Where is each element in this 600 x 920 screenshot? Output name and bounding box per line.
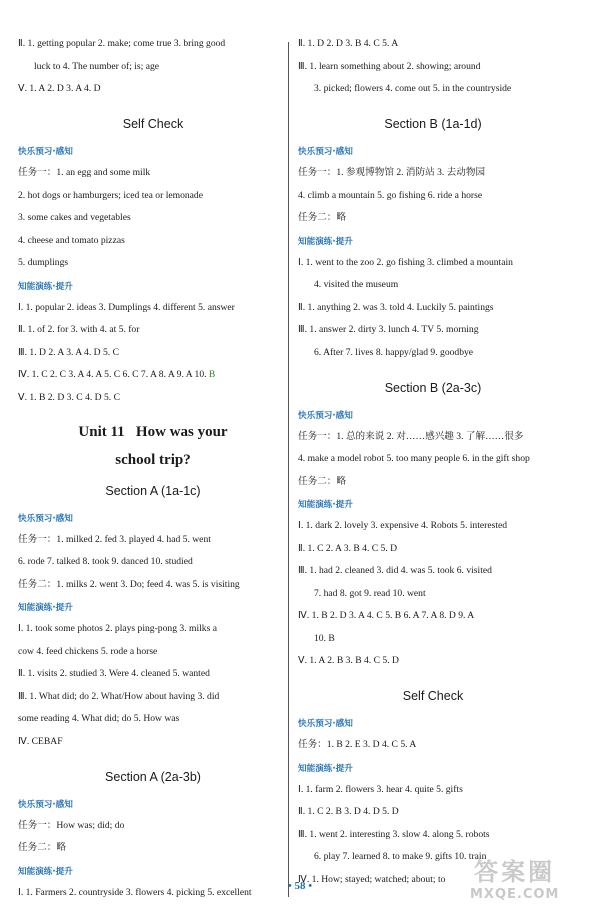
answer-line: 任务一：1. 总的来说 2. 对……感兴趣 3. 了解……很多 — [298, 430, 524, 442]
answer-line: Ⅳ. CEBAF — [18, 735, 63, 747]
unit-title — [18, 418, 288, 474]
answer-line: 4. cheese and tomato pizzas — [18, 234, 125, 246]
answer-line: Ⅰ. 1. dark 2. lovely 3. expensive 4. Robots 5. interested — [298, 520, 508, 531]
answer-line: Ⅱ. 1. visits 2. studied 3. Were 4. cleaned 5. wanted — [18, 668, 210, 679]
tag-preview: 快乐预习·感知 — [18, 147, 73, 157]
answer-line: Ⅱ. 1. D 2. D 3. B 4. C 5. A — [298, 38, 399, 49]
answer-line: Ⅱ. 1. anything 2. was 3. told 4. Luckily 5. paintings — [298, 301, 494, 313]
answer-text: Ⅳ. 1. C 2. C 3. A 4. A 5. C 6. C 7. A 8. A 9. A 10. — [18, 369, 209, 380]
left-column — [18, 38, 288, 909]
section-heading-self-check: Self Check — [122, 117, 184, 131]
answer-line: Ⅰ. 1. farm 2. flowers 3. hear 4. quite 5. gifts — [298, 783, 463, 795]
answer-line: 任务一：How was; did; do — [18, 819, 125, 831]
answer-line: 任务二：略 — [298, 475, 346, 487]
section-heading-a2: Section A (2a-3b) — [105, 769, 201, 784]
answer-line: Ⅲ. 1. D 2. A 3. A 4. D 5. C — [18, 346, 119, 358]
answer-line: Ⅰ. 1. popular 2. ideas 3. Dumplings 4. different 5. answer — [18, 301, 235, 313]
answer-line: 6. play 7. learned 8. to make 9. gifts 10. train — [314, 851, 487, 862]
answer-line: Ⅴ. 1. A 2. D 3. A 4. D — [18, 83, 101, 94]
answer-line: Ⅴ. 1. B 2. D 3. C 4. D 5. C — [18, 391, 120, 403]
answer-line: 任务二：略 — [18, 842, 66, 853]
answer-line: 4. make a model robot 5. too many people 6. in the gift shop — [298, 453, 530, 464]
watermark-logo — [470, 852, 559, 902]
answer-line: Ⅲ. 1. went 2. interesting 3. slow 4. along 5. robots — [298, 828, 490, 840]
answer-line: 任务一：1. an egg and some milk — [18, 167, 151, 178]
answer-line: Ⅴ. 1. A 2. B 3. B 4. C 5. D — [298, 655, 399, 666]
answer-line: 4. climb a mountain 5. go fishing 6. ride a horse — [298, 189, 483, 201]
answer-line: Ⅳ. 1. B 2. D 3. A 4. C 5. B 6. A 7. A 8. D 9. A — [298, 610, 475, 621]
section-heading-b1: Section B (1a-1d) — [384, 117, 482, 131]
answer-line: some reading 4. What did; do 5. How was — [18, 713, 180, 724]
tag-practice: 知能演练·提升 — [18, 281, 73, 292]
answer-line: Ⅲ. 1. answer 2. dirty 3. lunch 4. TV 5. morning — [298, 324, 479, 335]
section-heading-b2: Section B (2a-3c) — [384, 380, 482, 395]
answer-line: Ⅰ. 1. took some photos 2. plays ping-pong 3. milks a — [18, 623, 217, 634]
answer-line: cow 4. feed chickens 5. rode a horse — [18, 645, 158, 657]
tag-preview: 快乐预习·感知 — [298, 719, 353, 729]
answer-line: Ⅳ. 1. How; stayed; watched; about; to — [298, 873, 446, 885]
answer-line: 5. dumplings — [18, 257, 69, 268]
green-answer: B — [208, 369, 216, 380]
tag-preview: 快乐预习·感知 — [18, 799, 73, 810]
section-heading-self-check-right: Self Check — [402, 689, 464, 703]
right-column — [298, 38, 568, 896]
watermark-cn: 答案圈 — [474, 858, 556, 886]
answer-line: 6. After 7. lives 8. happy/glad 9. goodbye — [314, 346, 474, 358]
answer-line: Ⅰ. 1. went to the zoo 2. go fishing 3. climbed a mountain — [298, 256, 513, 268]
answer-line: 10. B — [314, 632, 335, 644]
section-heading-a1: Section A (1a-1c) — [105, 483, 201, 498]
tag-preview: 快乐预习·感知 — [298, 410, 353, 421]
answer-line: 3. some cakes and vegetables — [18, 212, 131, 223]
answer-line: 7. had 8. got 9. read 10. went — [314, 587, 426, 599]
answer-line: Ⅰ. 1. Farmers 2. countryside 3. flowers 4. picking 5. excellent — [18, 886, 252, 898]
tag-practice: 知能演练·提升 — [298, 500, 353, 510]
answer-line: 4. visited the museum — [314, 279, 399, 290]
answer-line: Ⅱ. 1. getting popular 2. make; come true 3. bring good — [18, 38, 226, 49]
answer-line: 任务二：1. milks 2. went 3. Do; feed 4. was 5. is visiting — [18, 578, 240, 590]
answer-line — [18, 369, 288, 381]
answer-line: 任务二：略 — [298, 212, 346, 223]
tag-preview: 快乐预习·感知 — [18, 513, 73, 524]
page-number: • 58 • — [287, 880, 313, 892]
tag-practice: 知能演练·提升 — [18, 866, 73, 877]
answer-line: Ⅱ. 1. of 2. for 3. with 4. at 5. for — [18, 324, 140, 335]
tag-practice: 知能演练·提升 — [298, 236, 353, 247]
answer-line: 任务一：1. milked 2. fed 3. played 4. had 5. went — [18, 533, 211, 545]
answer-line: 6. rode 7. talked 8. took 9. danced 10. studied — [18, 556, 193, 567]
answer-line: Ⅱ. 1. C 2. B 3. D 4. D 5. D — [298, 806, 399, 817]
unit-title-line1: Unit 11 How was your — [78, 423, 228, 440]
answer-line: 2. hot dogs or hamburgers; iced tea or lemonade — [18, 189, 203, 201]
column-divider — [288, 42, 289, 897]
answer-line: luck to 4. The number of; is; age — [34, 60, 160, 72]
unit-title-line2: school trip? — [115, 451, 191, 468]
answer-line: Ⅲ. 1. had 2. cleaned 3. did 4. was 5. took 6. visited — [298, 565, 492, 576]
tag-preview: 快乐预习·感知 — [298, 147, 353, 157]
answer-line: 任务：1. B 2. E 3. D 4. C 5. A — [298, 739, 417, 750]
answer-line: 任务一：1. 参观博物馆 2. 消防站 3. 去动物园 — [298, 167, 486, 178]
answer-line: Ⅲ. 1. learn something about 2. showing; around — [298, 60, 481, 72]
watermark-en: MXQE.COM — [470, 887, 560, 902]
tag-practice: 知能演练·提升 — [298, 763, 353, 774]
answer-line: Ⅲ. 1. What did; do 2. What/How about having 3. did — [18, 690, 220, 702]
answer-line: 3. picked; flowers 4. come out 5. in the countryside — [314, 83, 512, 94]
answer-line: Ⅱ. 1. C 2. A 3. B 4. C 5. D — [298, 542, 398, 554]
tag-practice: 知能演练·提升 — [18, 603, 73, 613]
